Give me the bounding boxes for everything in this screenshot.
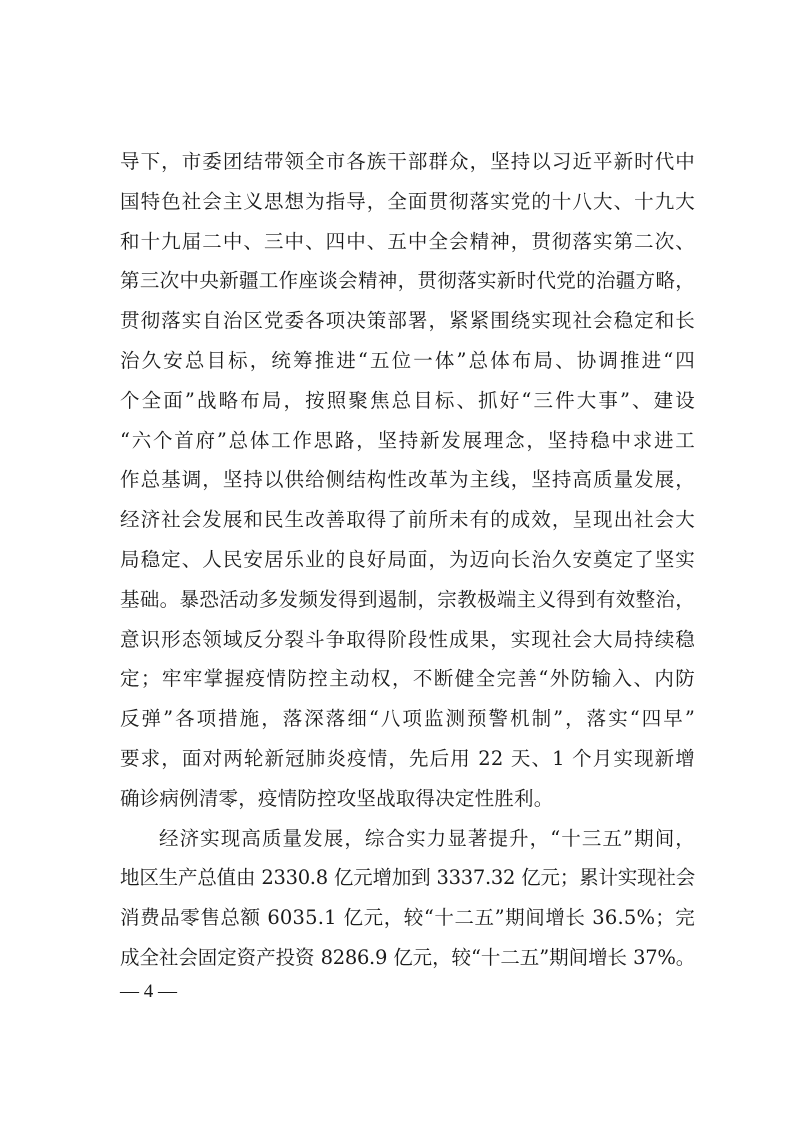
text-line: 要求，面对两轮新冠肺炎疫情，先后用 22 天、1 个月实现新增: [120, 746, 695, 770]
text-line: 经济社会发展和民生改善取得了前所未有的成效，呈现出社会大: [120, 508, 695, 532]
text-line: 经济实现高质量发展，综合实力显著提升，“十三五”期间，: [159, 826, 695, 850]
text-line: 消费品零售总额 6035.1 亿元，较“十二五”期间增长 36.5%；完: [120, 906, 695, 930]
text-line: 第三次中央新疆工作座谈会精神，贯彻落实新时代党的治疆方略，: [120, 269, 695, 293]
text-line: 治久安总目标，统筹推进“五位一体”总体布局、协调推进“四: [120, 348, 695, 372]
paragraph-1: [120, 142, 695, 819]
page-number: — 4 —: [120, 981, 177, 1002]
text-line: 和十九届二中、三中、四中、五中全会精神，贯彻落实第二次、: [120, 229, 695, 253]
text-line: 个全面”战略布局，按照聚焦总目标、抓好“三件大事”、建设: [120, 388, 695, 412]
text-line: “六个首府”总体工作思路，坚持新发展理念，坚持稳中求进工: [120, 428, 695, 452]
text-line: 定；牢牢掌握疫情防控主动权，不断健全完善“外防输入、内防: [120, 667, 695, 691]
body-text: [120, 142, 695, 978]
text-line: 局稳定、人民安居乐业的良好局面，为迈向长治久安奠定了坚实: [120, 547, 695, 571]
text-line: 基础。暴恐活动多发频发得到遏制，宗教极端主义得到有效整治，: [120, 587, 695, 611]
text-line: 国特色社会主义思想为指导，全面贯彻落实党的十八大、十九大: [120, 189, 695, 213]
text-line: 意识形态领域反分裂斗争取得阶段性成果，实现社会大局持续稳: [120, 627, 695, 651]
text-line: 成全社会固定资产投资 8286.9 亿元，较“十二五”期间增长 37%。: [120, 945, 695, 969]
text-line: 贯彻落实自治区党委各项决策部署，紧紧围绕实现社会稳定和长: [120, 309, 695, 333]
text-line: 作总基调，坚持以供给侧结构性改革为主线，坚持高质量发展，: [120, 468, 695, 492]
text-line: 反弹”各项措施，落深落细“八项监测预警机制”，落实“四早”: [120, 707, 695, 731]
text-line: 导下，市委团结带领全市各族干部群众，坚持以习近平新时代中: [120, 150, 695, 173]
paragraph-2: [120, 819, 695, 978]
text-line: 地区生产总值由 2330.8 亿元增加到 3337.32 亿元；累计实现社会: [120, 866, 695, 890]
text-line: 确诊病例清零，疫情防控攻坚战取得决定性胜利。: [120, 786, 554, 810]
